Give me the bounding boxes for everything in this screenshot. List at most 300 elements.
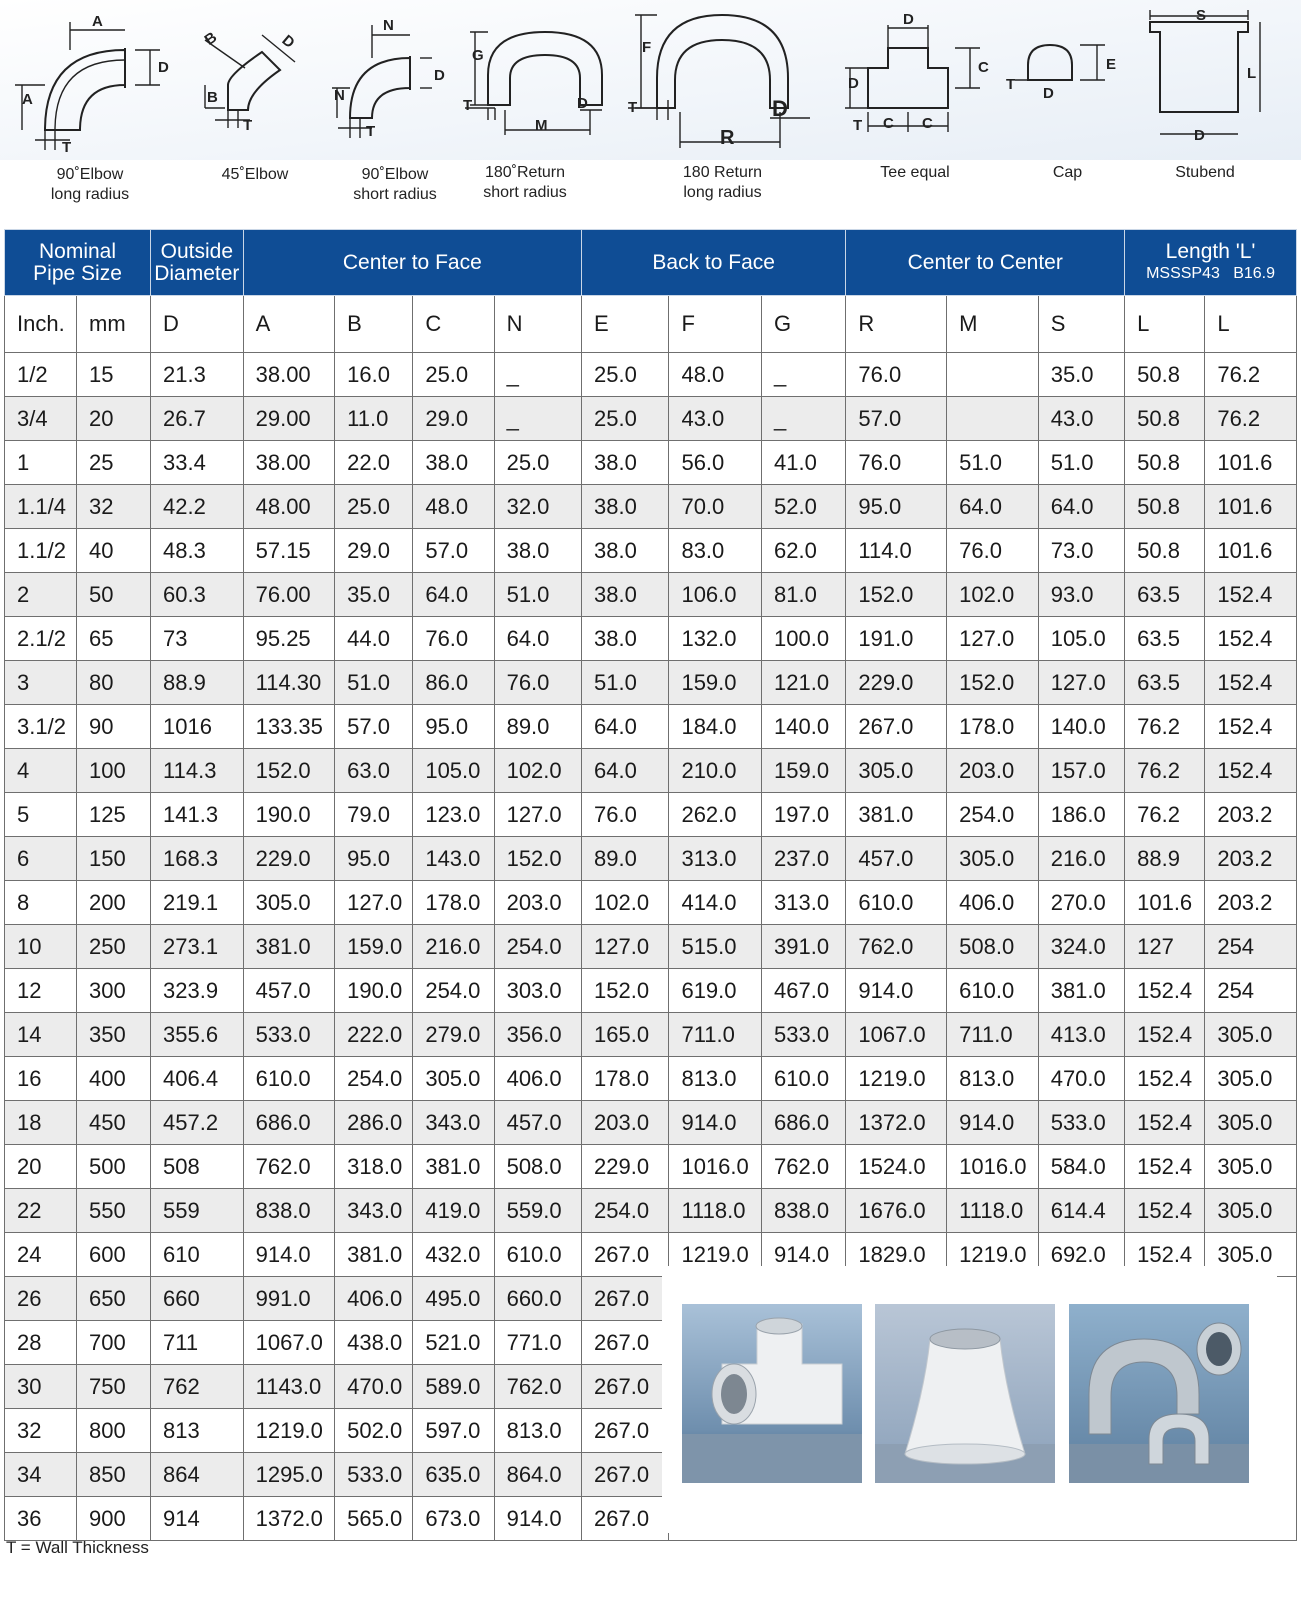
table-cell: 62.0 xyxy=(762,529,846,573)
table-cell: 470.0 xyxy=(335,1365,413,1409)
table-cell: 73 xyxy=(151,617,244,661)
table-cell: 203.2 xyxy=(1205,837,1297,881)
svg-text:D: D xyxy=(1043,85,1054,102)
table-cell: 355.6 xyxy=(151,1013,244,1057)
table-cell: 229.0 xyxy=(582,1145,669,1189)
table-row xyxy=(5,925,1297,969)
table-cell: 838.0 xyxy=(762,1189,846,1233)
table-cell: 132.0 xyxy=(669,617,762,661)
table-cell: 267.0 xyxy=(582,1365,669,1409)
table-cell: 500 xyxy=(77,1145,151,1189)
table-cell: 141.3 xyxy=(151,793,244,837)
table-cell: 610.0 xyxy=(846,881,947,925)
table-cell: 711 xyxy=(151,1321,244,1365)
table-cell: 614.4 xyxy=(1038,1189,1124,1233)
table-cell: 305.0 xyxy=(846,749,947,793)
column-header: F xyxy=(669,296,762,353)
column-header: M xyxy=(947,296,1039,353)
table-cell: 1067.0 xyxy=(243,1321,335,1365)
table-cell: 125 xyxy=(77,793,151,837)
table-cell: 1372.0 xyxy=(846,1101,947,1145)
table-row xyxy=(5,573,1297,617)
table-cell: 11.0 xyxy=(335,397,413,441)
svg-text:D: D xyxy=(577,95,588,112)
table-cell: 203.2 xyxy=(1205,793,1297,837)
table-cell: 813 xyxy=(151,1409,244,1453)
svg-text:T: T xyxy=(463,97,473,114)
table-cell: 152.4 xyxy=(1125,1233,1205,1277)
table-cell: 76.0 xyxy=(846,441,947,485)
table-cell: 597.0 xyxy=(413,1409,494,1453)
table-cell: 123.0 xyxy=(413,793,494,837)
table-cell: 267.0 xyxy=(582,1277,669,1321)
table-cell: 178.0 xyxy=(582,1057,669,1101)
table-cell: 1067.0 xyxy=(846,1013,947,1057)
table-cell: 203.0 xyxy=(947,749,1039,793)
table-cell: 1118.0 xyxy=(947,1189,1039,1233)
table-cell: 57.0 xyxy=(846,397,947,441)
header-center-to-center: Center to Center xyxy=(846,230,1125,296)
table-cell: 305.0 xyxy=(1205,1189,1297,1233)
caption-stubend: Stubend xyxy=(1175,164,1235,181)
table-cell: 219.1 xyxy=(151,881,244,925)
svg-text:B: B xyxy=(201,28,221,49)
svg-text:T: T xyxy=(628,99,638,116)
table-cell: 21.3 xyxy=(151,353,244,397)
table-cell: 300 xyxy=(77,969,151,1013)
table-cell: 381.0 xyxy=(243,925,335,969)
table-cell: 686.0 xyxy=(762,1101,846,1145)
table-cell: 533.0 xyxy=(1038,1101,1124,1145)
table-cell: 191.0 xyxy=(846,617,947,661)
table-cell: 900 xyxy=(77,1497,151,1541)
table-cell: 143.0 xyxy=(413,837,494,881)
table-cell: 15 xyxy=(77,353,151,397)
svg-text:D: D xyxy=(434,67,445,84)
table-cell: 991.0 xyxy=(243,1277,335,1321)
table-cell: 38.0 xyxy=(494,529,581,573)
table-cell: 127 xyxy=(1125,925,1205,969)
table-cell: 70.0 xyxy=(669,485,762,529)
table-cell: 254 xyxy=(1205,925,1297,969)
table-cell: 76.2 xyxy=(1125,749,1205,793)
svg-text:T: T xyxy=(366,123,376,140)
table-cell: 51.0 xyxy=(335,661,413,705)
table-cell: 210.0 xyxy=(669,749,762,793)
table-cell: 89.0 xyxy=(582,837,669,881)
table-row xyxy=(5,353,1297,397)
table-cell: 254.0 xyxy=(494,925,581,969)
svg-text:T: T xyxy=(243,117,253,134)
table-cell: 102.0 xyxy=(947,573,1039,617)
table-cell: 324.0 xyxy=(1038,925,1124,969)
table-cell: 203.0 xyxy=(582,1101,669,1145)
table-cell: 152.0 xyxy=(243,749,335,793)
table-cell: 22.0 xyxy=(335,441,413,485)
table-cell: 1524.0 xyxy=(846,1145,947,1189)
table-cell: 610.0 xyxy=(947,969,1039,1013)
svg-text:D: D xyxy=(903,11,914,28)
table-cell: 203.0 xyxy=(494,881,581,925)
table-cell: 8 xyxy=(5,881,77,925)
table-cell: 81.0 xyxy=(762,573,846,617)
reducer-fitting-photo xyxy=(875,1304,1055,1483)
table-cell: 200 xyxy=(77,881,151,925)
table-cell: 850 xyxy=(77,1453,151,1497)
table-cell: 25.0 xyxy=(413,353,494,397)
table-row xyxy=(5,1057,1297,1101)
table-cell: 559 xyxy=(151,1189,244,1233)
table-cell: 650 xyxy=(77,1277,151,1321)
table-cell: 38.0 xyxy=(413,441,494,485)
table-cell: 100.0 xyxy=(762,617,846,661)
table-cell: 152.0 xyxy=(582,969,669,1013)
table-cell: 813.0 xyxy=(494,1409,581,1453)
table-cell: 279.0 xyxy=(413,1013,494,1057)
table-cell: 38.0 xyxy=(582,529,669,573)
svg-text:L: L xyxy=(1247,65,1257,82)
table-cell: 406.0 xyxy=(947,881,1039,925)
table-cell: 303.0 xyxy=(494,969,581,1013)
table-cell: 229.0 xyxy=(846,661,947,705)
table-cell: 432.0 xyxy=(413,1233,494,1277)
table-cell: 381.0 xyxy=(846,793,947,837)
table-cell: 51.0 xyxy=(1038,441,1124,485)
table-cell: 610.0 xyxy=(762,1057,846,1101)
table-cell: 50.8 xyxy=(1125,441,1205,485)
table-cell: 660.0 xyxy=(494,1277,581,1321)
table-cell: 105.0 xyxy=(1038,617,1124,661)
table-cell: 343.0 xyxy=(413,1101,494,1145)
table-cell: 1219.0 xyxy=(243,1409,335,1453)
fitting-diagrams xyxy=(0,0,1301,222)
table-cell: 414.0 xyxy=(669,881,762,925)
table-cell: 400 xyxy=(77,1057,151,1101)
table-cell: 35.0 xyxy=(1038,353,1124,397)
table-cell: 197.0 xyxy=(762,793,846,837)
table-cell: 305.0 xyxy=(413,1057,494,1101)
table-cell: 457.2 xyxy=(151,1101,244,1145)
column-header: B xyxy=(335,296,413,353)
table-cell: 270.0 xyxy=(1038,881,1124,925)
column-header: mm xyxy=(77,296,151,353)
column-header: N xyxy=(494,296,581,353)
svg-text:A: A xyxy=(22,91,33,108)
column-header: G xyxy=(762,296,846,353)
table-cell: 6 xyxy=(5,837,77,881)
svg-text:E: E xyxy=(1106,56,1117,73)
table-row xyxy=(5,837,1297,881)
table-cell: 95.0 xyxy=(413,705,494,749)
svg-text:T: T xyxy=(853,117,863,134)
table-cell: 105.0 xyxy=(413,749,494,793)
table-cell: 914.0 xyxy=(947,1101,1039,1145)
svg-text:C: C xyxy=(883,115,894,132)
table-cell: 1.1/4 xyxy=(5,485,77,529)
table-cell: 190.0 xyxy=(335,969,413,1013)
table-cell: 42.2 xyxy=(151,485,244,529)
table-cell: 95.25 xyxy=(243,617,335,661)
table-cell: 20 xyxy=(5,1145,77,1189)
table-cell: 318.0 xyxy=(335,1145,413,1189)
table-cell: _ xyxy=(762,397,846,441)
footnote: T = Wall Thickness xyxy=(6,1538,149,1557)
table-cell: 50.8 xyxy=(1125,397,1205,441)
table-cell: 254.0 xyxy=(335,1057,413,1101)
table-cell: 559.0 xyxy=(494,1189,581,1233)
table-cell: 10 xyxy=(5,925,77,969)
table-cell: 267.0 xyxy=(582,1453,669,1497)
table-cell: 50.8 xyxy=(1125,485,1205,529)
table-cell: 64.0 xyxy=(582,749,669,793)
table-cell: 356.0 xyxy=(494,1013,581,1057)
svg-text:D: D xyxy=(158,59,169,76)
table-row xyxy=(5,749,1297,793)
table-cell: 25.0 xyxy=(582,353,669,397)
table-cell: 305.0 xyxy=(1205,1057,1297,1101)
table-cell: 635.0 xyxy=(413,1453,494,1497)
group-header-row xyxy=(5,230,1297,296)
table-cell: 25 xyxy=(77,441,151,485)
column-header-row xyxy=(5,296,1297,353)
table-cell: 152.4 xyxy=(1125,1101,1205,1145)
table-cell: 12 xyxy=(5,969,77,1013)
table-cell: 102.0 xyxy=(582,881,669,925)
table-cell: 343.0 xyxy=(335,1189,413,1233)
header-center-to-face: Center to Face xyxy=(243,230,581,296)
table-cell: 254.0 xyxy=(947,793,1039,837)
table-cell: 57.15 xyxy=(243,529,335,573)
table-cell: 24 xyxy=(5,1233,77,1277)
table-cell: 114.3 xyxy=(151,749,244,793)
table-cell: 48.0 xyxy=(413,485,494,529)
caption-elbow-45: 45˚Elbow xyxy=(221,166,289,183)
table-cell: 457.0 xyxy=(846,837,947,881)
table-cell: 43.0 xyxy=(669,397,762,441)
table-cell: 140.0 xyxy=(762,705,846,749)
table-cell: 76.00 xyxy=(243,573,335,617)
table-cell: 50.8 xyxy=(1125,353,1205,397)
caption-elbow-90-long: 90˚Elbow long radius xyxy=(50,166,130,203)
table-cell: 1219.0 xyxy=(947,1233,1039,1277)
table-cell: 800 xyxy=(77,1409,151,1453)
table-cell: 533.0 xyxy=(762,1013,846,1057)
table-cell: 2 xyxy=(5,573,77,617)
column-header: E xyxy=(582,296,669,353)
table-cell: 51.0 xyxy=(494,573,581,617)
table-cell: 267.0 xyxy=(582,1321,669,1365)
table-row xyxy=(5,1145,1297,1189)
table-cell: 22 xyxy=(5,1189,77,1233)
table-cell: 73.0 xyxy=(1038,529,1124,573)
table-cell: 150 xyxy=(77,837,151,881)
table-cell: 152.4 xyxy=(1125,1189,1205,1233)
svg-text:N: N xyxy=(383,17,394,34)
table-cell: 313.0 xyxy=(762,881,846,925)
table-cell: 25.0 xyxy=(582,397,669,441)
table-cell: 76.0 xyxy=(947,529,1039,573)
table-row xyxy=(5,397,1297,441)
table-cell: 63.5 xyxy=(1125,573,1205,617)
table-cell: 267.0 xyxy=(582,1233,669,1277)
table-cell: 262.0 xyxy=(669,793,762,837)
table-cell: 159.0 xyxy=(762,749,846,793)
table-cell: 610 xyxy=(151,1233,244,1277)
table-cell: 28 xyxy=(5,1321,77,1365)
table-cell: 1676.0 xyxy=(846,1189,947,1233)
table-cell: 152.4 xyxy=(1205,573,1297,617)
table-cell: 600 xyxy=(77,1233,151,1277)
caption-tee-equal: Tee equal xyxy=(880,164,950,181)
table-cell: 711.0 xyxy=(947,1013,1039,1057)
header-back-to-face: Back to Face xyxy=(582,230,846,296)
table-cell: 1016.0 xyxy=(669,1145,762,1189)
table-cell: 76.2 xyxy=(1125,793,1205,837)
table-cell: 457.0 xyxy=(243,969,335,1013)
table-row xyxy=(5,617,1297,661)
table-cell: 350 xyxy=(77,1013,151,1057)
table-cell: 152.0 xyxy=(947,661,1039,705)
svg-text:M: M xyxy=(535,117,548,134)
table-cell: 914.0 xyxy=(846,969,947,1013)
table-cell: 686.0 xyxy=(243,1101,335,1145)
table-cell: 419.0 xyxy=(413,1189,494,1233)
table-cell: 838.0 xyxy=(243,1189,335,1233)
header-outside-diameter: Outside Diameter xyxy=(151,230,244,296)
table-cell: 313.0 xyxy=(669,837,762,881)
table-cell: 216.0 xyxy=(413,925,494,969)
table-cell: 700 xyxy=(77,1321,151,1365)
table-cell: 34 xyxy=(5,1453,77,1497)
table-cell: 20 xyxy=(77,397,151,441)
table-cell: 1295.0 xyxy=(243,1453,335,1497)
table-cell: 64.0 xyxy=(413,573,494,617)
table-cell: 89.0 xyxy=(494,705,581,749)
svg-text:C: C xyxy=(978,59,989,76)
table-cell: 1219.0 xyxy=(669,1233,762,1277)
table-row xyxy=(5,969,1297,1013)
table-cell: 76.0 xyxy=(494,661,581,705)
table-cell: 2.1/2 xyxy=(5,617,77,661)
table-cell: 550 xyxy=(77,1189,151,1233)
table-cell: 76.0 xyxy=(413,617,494,661)
svg-text:A: A xyxy=(92,13,103,30)
table-cell: 127.0 xyxy=(335,881,413,925)
table-cell: 589.0 xyxy=(413,1365,494,1409)
table-cell: 914.0 xyxy=(243,1233,335,1277)
table-cell: 305.0 xyxy=(1205,1013,1297,1057)
table-cell: 660 xyxy=(151,1277,244,1321)
table-cell: 914.0 xyxy=(762,1233,846,1277)
table-cell: 711.0 xyxy=(669,1013,762,1057)
table-cell: 508.0 xyxy=(947,925,1039,969)
table-cell: 521.0 xyxy=(413,1321,494,1365)
table-cell: 762.0 xyxy=(762,1145,846,1189)
table-cell: 178.0 xyxy=(413,881,494,925)
table-cell: 502.0 xyxy=(335,1409,413,1453)
caption-return-180-long: 180 Return long radius xyxy=(682,164,763,201)
svg-text:C: C xyxy=(922,115,933,132)
column-header: L xyxy=(1125,296,1205,353)
table-cell: 93.0 xyxy=(1038,573,1124,617)
table-cell: 168.3 xyxy=(151,837,244,881)
table-cell: 152.0 xyxy=(846,573,947,617)
table-cell: 63.5 xyxy=(1125,661,1205,705)
table-cell: 190.0 xyxy=(243,793,335,837)
table-cell: 391.0 xyxy=(762,925,846,969)
table-cell: _ xyxy=(494,397,581,441)
column-header: R xyxy=(846,296,947,353)
table-cell: 406.4 xyxy=(151,1057,244,1101)
table-cell: 508.0 xyxy=(494,1145,581,1189)
table-cell: 76.2 xyxy=(1205,397,1297,441)
table-cell: 50.8 xyxy=(1125,529,1205,573)
table-cell: 305.0 xyxy=(947,837,1039,881)
table-cell: 152.4 xyxy=(1205,749,1297,793)
table-cell: 90 xyxy=(77,705,151,749)
column-header: A xyxy=(243,296,335,353)
table-cell: 305.0 xyxy=(1205,1145,1297,1189)
tee-fitting-photo xyxy=(682,1304,862,1483)
table-cell: 184.0 xyxy=(669,705,762,749)
caption-elbow-90-short: 90˚Elbow short radius xyxy=(353,166,437,203)
table-row xyxy=(5,529,1297,573)
table-cell: 33.4 xyxy=(151,441,244,485)
table-cell: 88.9 xyxy=(151,661,244,705)
table-cell: 673.0 xyxy=(413,1497,494,1541)
table-cell: 63.5 xyxy=(1125,617,1205,661)
table-cell: 48.00 xyxy=(243,485,335,529)
table-cell: 76.0 xyxy=(846,353,947,397)
table-cell: 750 xyxy=(77,1365,151,1409)
table-cell: 305.0 xyxy=(243,881,335,925)
svg-text:T: T xyxy=(1006,76,1016,93)
svg-text:G: G xyxy=(472,47,484,64)
table-row xyxy=(5,1189,1297,1233)
table-cell: 32.0 xyxy=(494,485,581,529)
table-cell: 127.0 xyxy=(947,617,1039,661)
table-cell: 178.0 xyxy=(947,705,1039,749)
table-cell: 216.0 xyxy=(1038,837,1124,881)
column-header: Inch. xyxy=(5,296,77,353)
return-bend-photo xyxy=(1069,1304,1249,1483)
table-cell: 203.2 xyxy=(1205,881,1297,925)
table-cell: 152.4 xyxy=(1205,617,1297,661)
svg-text:D: D xyxy=(278,31,298,52)
table-cell: 152.4 xyxy=(1205,705,1297,749)
table-cell: 80 xyxy=(77,661,151,705)
table-cell: 76.2 xyxy=(1125,705,1205,749)
table-cell: 533.0 xyxy=(335,1453,413,1497)
table-cell: 38.0 xyxy=(582,441,669,485)
table-cell: 127.0 xyxy=(1038,661,1124,705)
table-cell: 813.0 xyxy=(669,1057,762,1101)
table-cell: 565.0 xyxy=(335,1497,413,1541)
table-cell: 38.0 xyxy=(582,573,669,617)
table-cell: 533.0 xyxy=(243,1013,335,1057)
table-cell: 25.0 xyxy=(335,485,413,529)
table-cell: 470.0 xyxy=(1038,1057,1124,1101)
table-cell: 65 xyxy=(77,617,151,661)
table-cell: 267.0 xyxy=(846,705,947,749)
table-cell: 406.0 xyxy=(335,1277,413,1321)
table-cell: 41.0 xyxy=(762,441,846,485)
table-cell: 133.35 xyxy=(243,705,335,749)
header-length-l: Length 'L' MSSSP43 B16.9 xyxy=(1125,230,1297,296)
table-cell: 381.0 xyxy=(413,1145,494,1189)
table-cell: 3/4 xyxy=(5,397,77,441)
table-cell: 64.0 xyxy=(494,617,581,661)
